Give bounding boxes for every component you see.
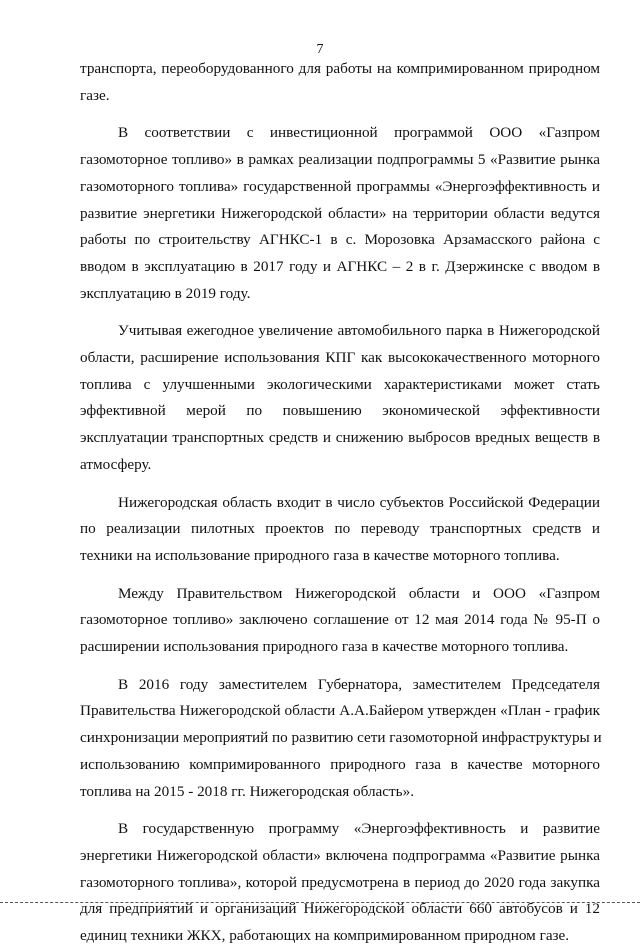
document-body <box>80 56 600 950</box>
page-number: 7 <box>316 42 324 57</box>
text-line: В государственную программу «Энергоэффективность и развитие <box>118 820 600 838</box>
text-line: вводом в эксплуатацию в 2017 году и АГНКС – 2 в г. Дзержинске с вводом в <box>80 257 600 275</box>
scan-edge-line <box>0 902 640 903</box>
paragraph <box>80 816 600 950</box>
paragraph <box>80 672 600 806</box>
paragraph <box>80 581 600 661</box>
text-line: развитие энергетики Нижегородской области» на территории области ведутся <box>80 204 600 222</box>
text-line: топлива на 2015 - 2018 гг. Нижегородская область». <box>80 782 414 800</box>
text-line: единиц техники ЖКХ, работающих на компримированном природном газе. <box>80 927 570 945</box>
text-line: эксплуатацию в 2019 году. <box>80 284 251 302</box>
text-line: газе. <box>80 86 110 104</box>
text-line: работы по строительству АГНКС-1 в с. Морозовка Арзамасского района с <box>80 231 600 249</box>
text-line: газомоторного топлива» государственной программы «Энергоэффективность и <box>80 177 600 195</box>
paragraph <box>80 120 600 307</box>
text-line: топлива с улучшенными экологическими характеристиками может стать <box>80 375 600 393</box>
text-line: Учитывая ежегодное увеличение автомобильного парка в Нижегородской <box>118 322 600 340</box>
text-line: В соответствии с инвестиционной программой ООО «Газпром <box>118 124 600 142</box>
text-line: эксплуатации транспортных средств и снижению выбросов вредных веществ в <box>80 429 600 447</box>
text-line: по реализации пилотных проектов по переводу транспортных средств и <box>80 520 600 538</box>
text-line: атмосферу. <box>80 455 152 473</box>
text-line: транспорта, переоборудованного для работы на компримированном природном <box>80 60 600 77</box>
text-line: для предприятий и организаций Нижегородской области 660 автобусов и 12 <box>80 900 600 918</box>
text-line: Нижегородская область входит в число субъектов Российской Федерации <box>118 493 600 511</box>
text-line: расширении использования природного газа в качестве моторного топлива. <box>80 638 569 656</box>
text-line: энергетики Нижегородской области» включена подпрограмма «Развитие рынка <box>80 846 600 864</box>
text-line: В 2016 году заместителем Губернатора, заместителем Председателя <box>118 675 600 693</box>
text-line: области, расширение использования КПГ как высококачественного моторного <box>80 349 600 367</box>
text-line: Между Правительством Нижегородской области и ООО «Газпром <box>118 584 600 602</box>
text-line: газомоторное топливо» в рамках реализации подпрограммы 5 «Развитие рынка <box>80 151 600 169</box>
paragraph <box>80 56 600 109</box>
text-line: газомоторного топлива», которой предусмотрена в период до 2020 года закупка <box>80 873 600 891</box>
text-line: техники на использование природного газа в качестве моторного топлива. <box>80 546 560 564</box>
paragraph <box>80 490 600 570</box>
text-line: синхронизации мероприятий по развитию сети газомоторной инфраструктуры и <box>80 729 602 747</box>
text-line: газомоторное топливо» заключено соглашение от 12 мая 2014 года № 95-П о <box>80 611 600 629</box>
text-line: эффективной мерой по повышению экономической эффективности <box>80 402 600 420</box>
text-line: использованию компримированного природного газа в качестве моторного <box>80 755 600 773</box>
text-line: Правительства Нижегородской области А.А.Байером утвержден «План - график <box>80 702 600 720</box>
paragraph <box>80 318 600 478</box>
